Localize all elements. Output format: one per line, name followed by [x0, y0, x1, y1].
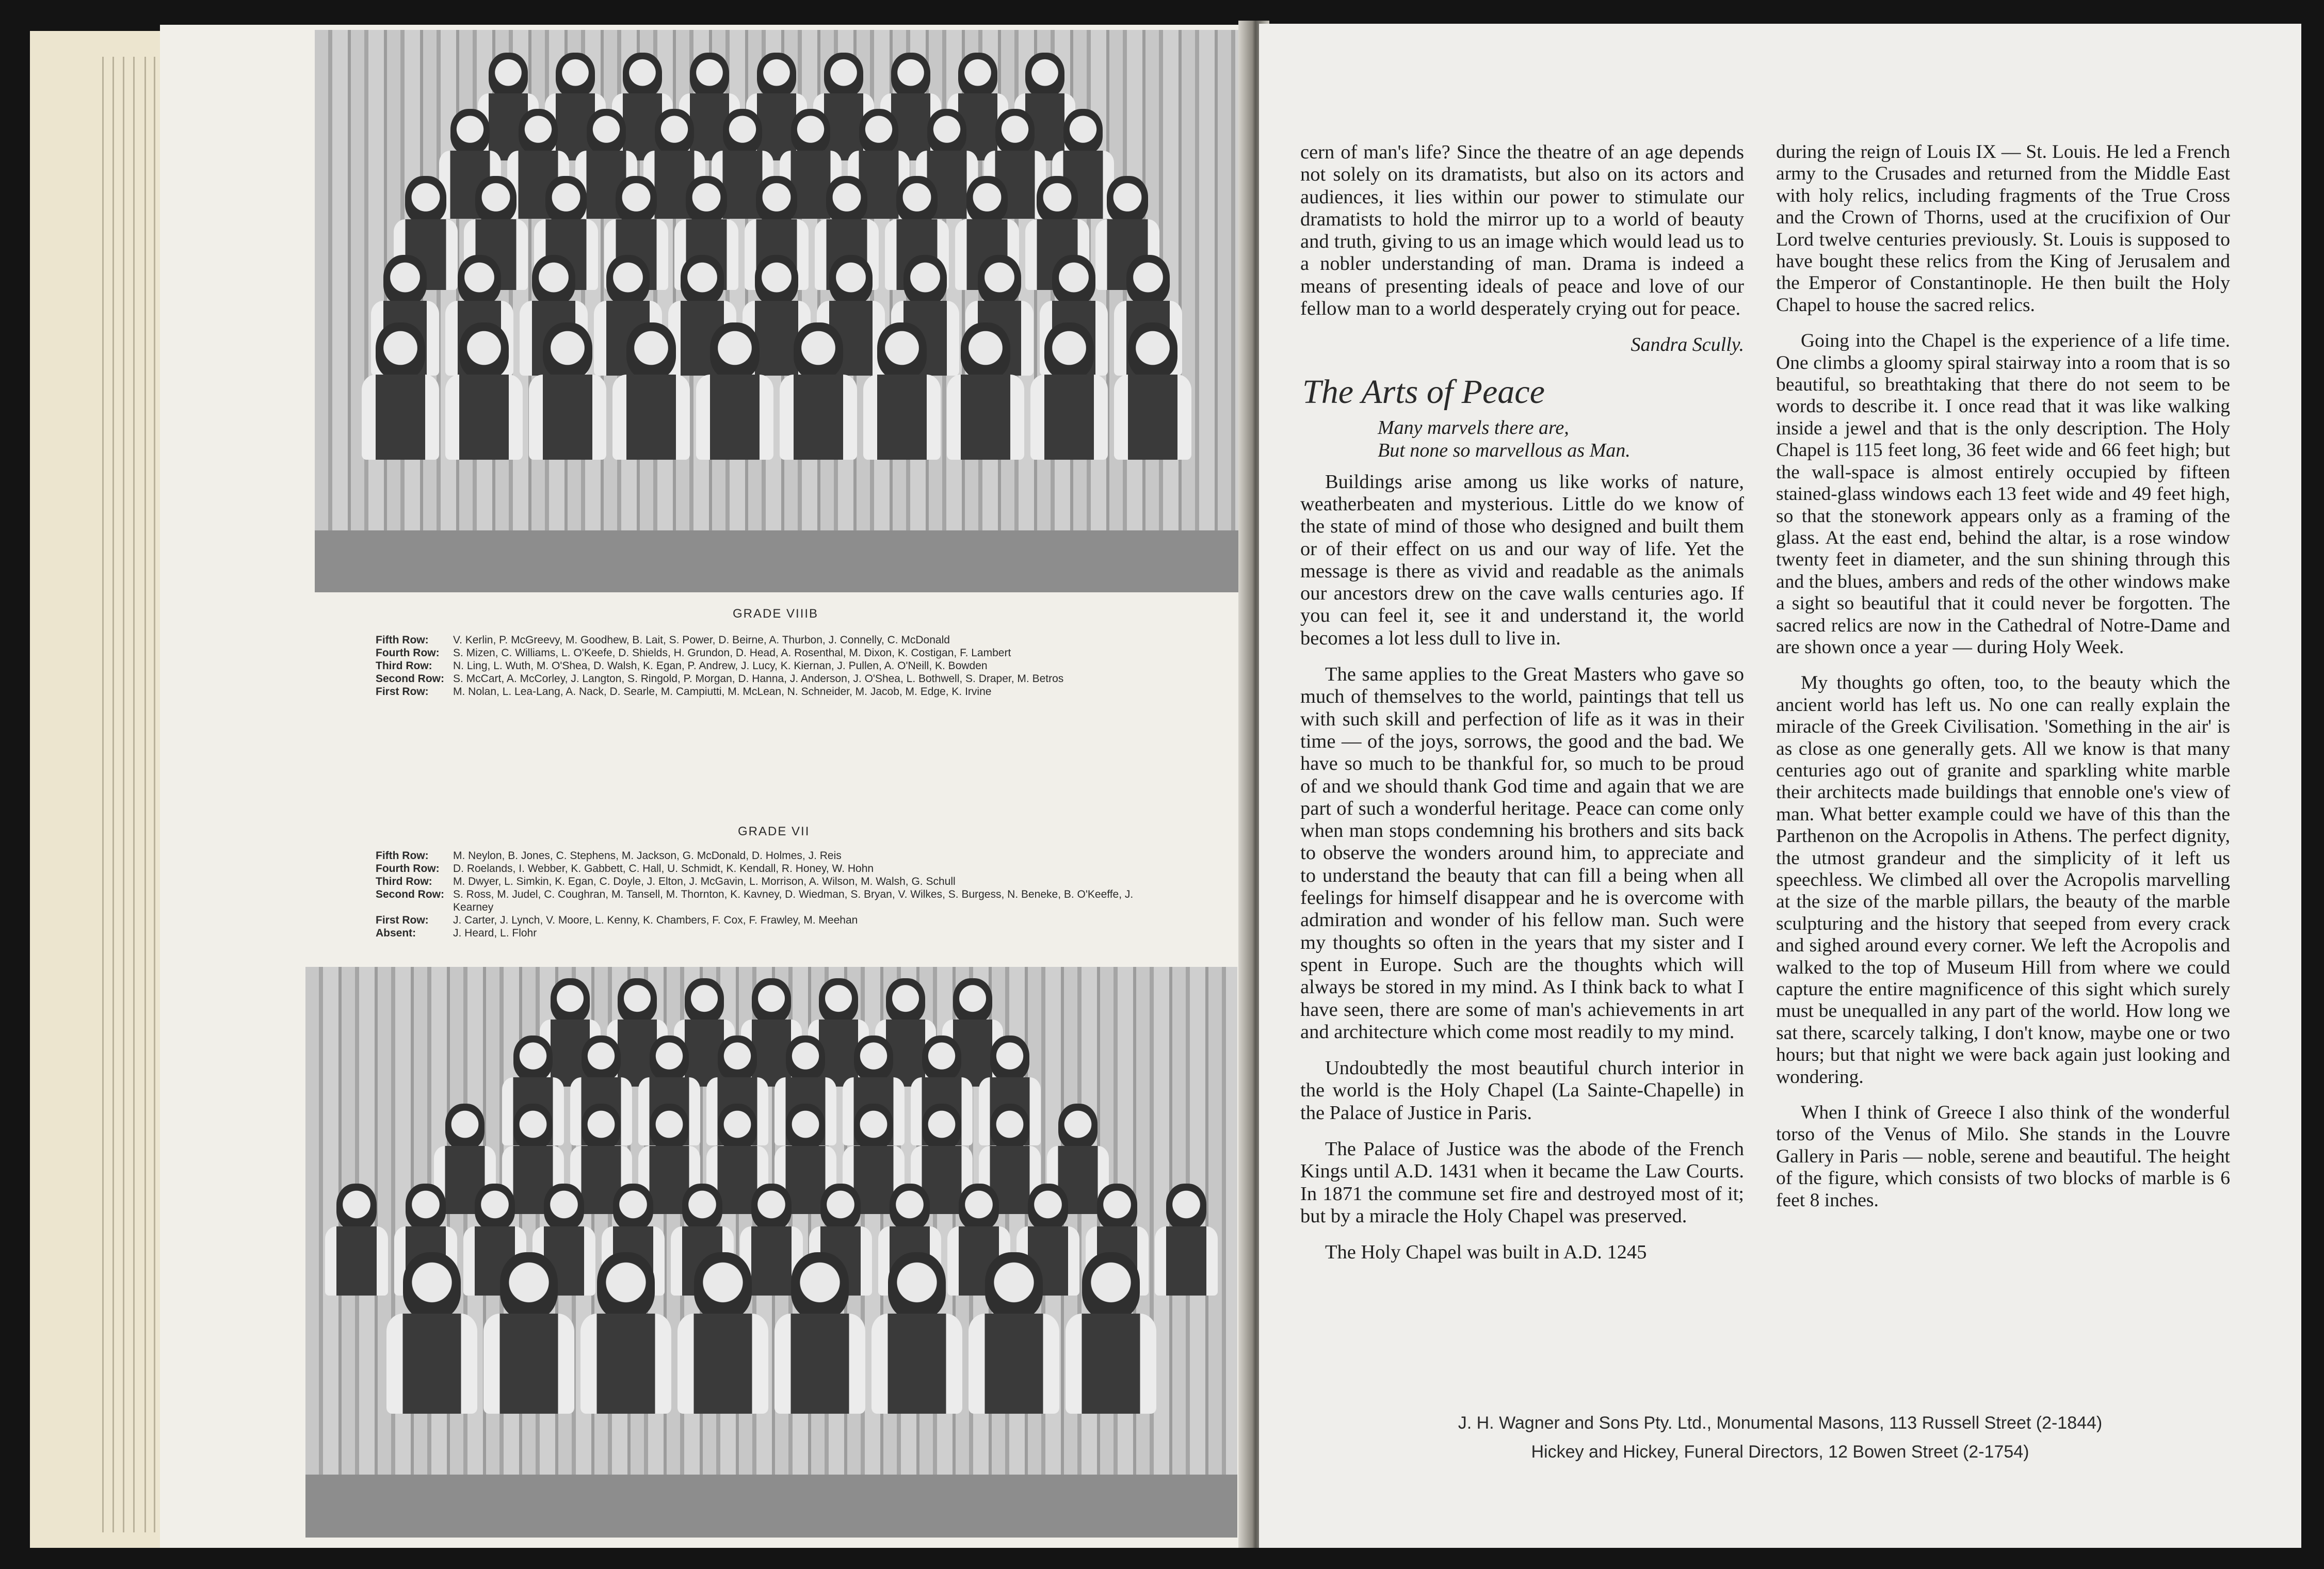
caption-row-label: Absent:	[376, 927, 416, 939]
student-figure	[677, 1252, 768, 1414]
student-figure	[1066, 1252, 1156, 1414]
caption-row-names: M. Dwyer, L. Simkin, K. Egan, C. Doyle, J. Elton, J. McGavin, L. Morrison, A. Wilson, M. Walsh, G. Schull	[453, 876, 956, 887]
paragraph: Buildings arise among us like works of nature, weatherbeaten and mysterious. Little do we know of the state of mind of those who designed and built them or of their effect on us and our way of life. Yet the message is there as vivid and readable as the animals our ancestors drew on the cave walls centuries ago. If you can feel it, see it and understand it, the world becomes a lot less dull to live in.	[1300, 471, 1744, 649]
student-figure	[1114, 322, 1191, 460]
paragraph: When I think of Greece I also think of the wonderful torso of the Venus of Milo. She stands in the Louvre Gallery in Paris — noble, serene and beautiful. The height of the figure, which consists of two blocks of marble is 6 feet 8 inches.	[1776, 1102, 2230, 1211]
grade-vii-class-photo	[305, 967, 1237, 1538]
caption-row-names: S. Ross, M. Judel, C. Coughran, M. Tansell, M. Thornton, K. Kavney, D. Wiedman, S. Bryan, V. Wilkes, S. Burgess, N. Beneke, B. O'Keeffe, J. Kearney	[453, 888, 1134, 913]
caption-row-label: Fourth Row:	[376, 647, 440, 659]
caption-row	[376, 659, 1160, 672]
caption-row-label: Second Row:	[376, 673, 445, 685]
student-figure	[529, 322, 606, 460]
caption-row-names: N. Ling, L. Wuth, M. O'Shea, D. Walsh, K. Egan, P. Andrew, J. Lucy, K. Kiernan, J. Pullen, A. O'Neill, K. Bowden	[453, 660, 988, 672]
paragraph: My thoughts go often, too, to the beauty which the ancient world has left us. No one can really explain the miracle of the Greek Civilisation. 'Something in the air' is as close as one generally gets. All we know is that many centuries ago out of granite and sparkling white marble their architects made buildings that ennoble one's view of man. What better example could we have of this than the Parthenon on the Acropolis in Athens. The perfect dignity, the utmost grandeur and the simplicity of it left us speechless. We climbed all over the Acropolis marvelling at the size of the marble pillars, the beauty of the marble sculpturing and the history that seeped from every crack and sighed around every corner. We left the Acropolis and walked to the top of Museum Hill from where we could capture the entire magnificence of this sight which surely must be unequalled in any part of the world. How long we sat there, scarcely talking, I don't know, maybe one or two hours; but that night we were back again just looking and wondering.	[1776, 672, 2230, 1088]
caption-row-label: Fifth Row:	[376, 850, 429, 862]
paragraph: cern of man's life? Since the theatre of an age depends not solely on its dramatists, but also on its actors and audiences, it lies within our power to stimulate our dramatists to hold the mirror up to a world of beauty and truth, giving to us an image which would lead us to a nobler understanding of man. Drama is indeed a means of presenting ideals of peace and love of our fellow man to a world desperately crying out for peace.	[1300, 141, 1744, 320]
grade-vii-caption-title: GRADE VII	[738, 824, 810, 838]
caption-row-label: Fourth Row:	[376, 863, 440, 875]
grade-viiib-caption-title: GRADE VIIIB	[733, 607, 819, 621]
advertisement-line: J. H. Wagner and Sons Pty. Ltd., Monumental Masons, 113 Russell Street (2-1844)	[1458, 1413, 2103, 1433]
caption-row-label: First Row:	[376, 686, 429, 698]
grade-vii-caption	[376, 849, 1160, 940]
caption-row-names: J. Carter, J. Lynch, V. Moore, L. Kenny, K. Chambers, F. Cox, F. Frawley, M. Meehan	[453, 914, 858, 926]
caption-row	[376, 685, 1160, 698]
student-figure	[580, 1252, 671, 1414]
caption-row	[376, 914, 1160, 927]
caption-row	[376, 672, 1160, 685]
caption-row-names: M. Nolan, L. Lea-Lang, A. Nack, D. Searle, M. Campiutti, M. McLean, N. Schneider, M. Jacob, M. Edge, K. Irvine	[453, 686, 992, 698]
paragraph: The Holy Chapel was built in A.D. 1245	[1325, 1241, 1647, 1264]
caption-row-names: D. Roelands, I. Webber, K. Gabbett, C. Hall, U. Schmidt, K. Kendall, R. Honey, W. Hohn	[453, 863, 874, 875]
text-column-2	[1776, 141, 2230, 1225]
student-figure	[1030, 322, 1108, 460]
author-signature: Sandra Scully.	[1631, 334, 1744, 356]
caption-row-label: Second Row:	[376, 888, 445, 900]
caption-row-names: J. Heard, L. Flohr	[453, 927, 537, 939]
caption-row	[376, 927, 1160, 940]
caption-row	[376, 646, 1160, 659]
caption-row-label: Third Row:	[376, 660, 432, 672]
caption-row-names: M. Neylon, B. Jones, C. Stephens, M. Jackson, G. McDonald, D. Holmes, J. Reis	[453, 850, 842, 862]
left-page	[160, 25, 1249, 1548]
student-figure	[969, 1252, 1059, 1414]
text-column-1	[1300, 141, 1744, 1277]
caption-row-label: Third Row:	[376, 876, 432, 887]
student-figure	[445, 322, 523, 460]
grade-viiib-class-photo	[315, 30, 1238, 592]
student-figure	[947, 322, 1024, 460]
student-figure	[780, 322, 857, 460]
caption-row-names: S. Mizen, C. Williams, L. O'Keefe, D. Shields, H. Grundon, D. Head, A. Rosenthal, M. Dixon, K. Costigan, F. Lambert	[453, 647, 1011, 659]
caption-row-names: S. McCart, A. McCorley, J. Langton, S. Ringold, P. Morgan, D. Hanna, J. Anderson, J. O'Shea, L. Bothwell, S. Draper, M. Betros	[453, 673, 1064, 685]
student-figure	[362, 322, 439, 460]
paragraph: Undoubtedly the most beautiful church interior in the world is the Holy Chapel (La Sainte-Chapelle) in the Palace of Justice in Paris.	[1300, 1057, 1744, 1124]
article-heading: The Arts of Peace	[1302, 373, 1545, 411]
quote-line: But none so marvellous as Man.	[1378, 439, 1631, 461]
caption-row-label: Fifth Row:	[376, 634, 429, 646]
caption-row-names: V. Kerlin, P. McGreevy, M. Goodhew, B. Lait, S. Power, D. Beirne, A. Thurbon, J. Connelly, C. McDonald	[453, 634, 950, 646]
page-stack-edges	[30, 31, 162, 1548]
open-book	[21, 21, 2301, 1548]
right-page	[1259, 24, 2301, 1548]
paragraph: during the reign of Louis IX — St. Louis. He led a French army to the Crusades and returned from the Middle East with holy relics, including fragments of the True Cross and the Crown of Thorns, used at the crucifixion of Our Lord twelve centuries previously. St. Louis is supposed to have bought these relics from the King of Jerusalem and the Emperor of Constantinople. He then built the Holy Chapel to house the sacred relics.	[1776, 141, 2230, 316]
caption-row-label: First Row:	[376, 914, 429, 926]
student-figure	[696, 322, 773, 460]
student-figure	[774, 1252, 865, 1414]
paragraph: The same applies to the Great Masters who gave so much of themselves to the world, paintings that tell us with such skill and perfection of life as it was in their time — of the joys, sorrows, the good and the bad. We have so much to be thankful for, so much to be proud of and we should thank God time and again that we are part of such a wonderful heritage. Peace can come only when man stops condemning his brothers and sits back to observe the wonders around him, to appreciate and to understand the beauty that can fill a being when all feelings for himself disappear and he is overcome with admiration and wonder of his fellow man. Such were my thoughts so often in the years that my sister and I spent in Europe. Such are the thoughts which will always be stored in my mind. As I think back to what I have seen, there are some of man's achievements in art and architecture which come most readily to my mind.	[1300, 664, 1744, 1043]
caption-row	[376, 849, 1160, 862]
student-figure	[863, 322, 941, 460]
student-figure	[872, 1252, 962, 1414]
caption-row	[376, 888, 1160, 914]
grade-viiib-caption	[376, 634, 1160, 698]
paragraph: Going into the Chapel is the experience of a life time. One climbs a gloomy spiral stairway into a room that is so beautiful, so breathtaking that there do not seem to be words to describe it. I once read that it was like walking inside a jewel and that is the only description. The Holy Chapel is 115 feet long, 36 feet wide and 66 feet high; but the wall-space is almost entirely occupied by fifteen stained-glass windows each 13 feet wide and 49 feet high, so that the stonework appears only as a framing of the glass. At the east end, behind the altar, is a rose window twenty feet in diameter, and the sun shining through this and the blues, ambers and reds of the other windows make a sight so beautiful that it could never be forgotten. The sacred relics are now in the Cathedral of Notre-Dame and are shown once a year — during Holy Week.	[1776, 330, 2230, 658]
paragraph: The Palace of Justice was the abode of the French Kings until A.D. 1431 when it became the Law Courts. In 1871 the commune set fire and destroyed most of it; but by a miracle the Holy Chapel was preserved.	[1300, 1138, 1744, 1227]
student-figure	[612, 322, 690, 460]
student-figure	[386, 1252, 477, 1414]
caption-row	[376, 634, 1160, 646]
student-figure	[483, 1252, 574, 1414]
caption-row	[376, 862, 1160, 875]
quote-line: Many marvels there are,	[1378, 416, 1569, 439]
caption-row	[376, 875, 1160, 888]
advertisement-line: Hickey and Hickey, Funeral Directors, 12 Bowen Street (2-1754)	[1531, 1442, 2029, 1462]
